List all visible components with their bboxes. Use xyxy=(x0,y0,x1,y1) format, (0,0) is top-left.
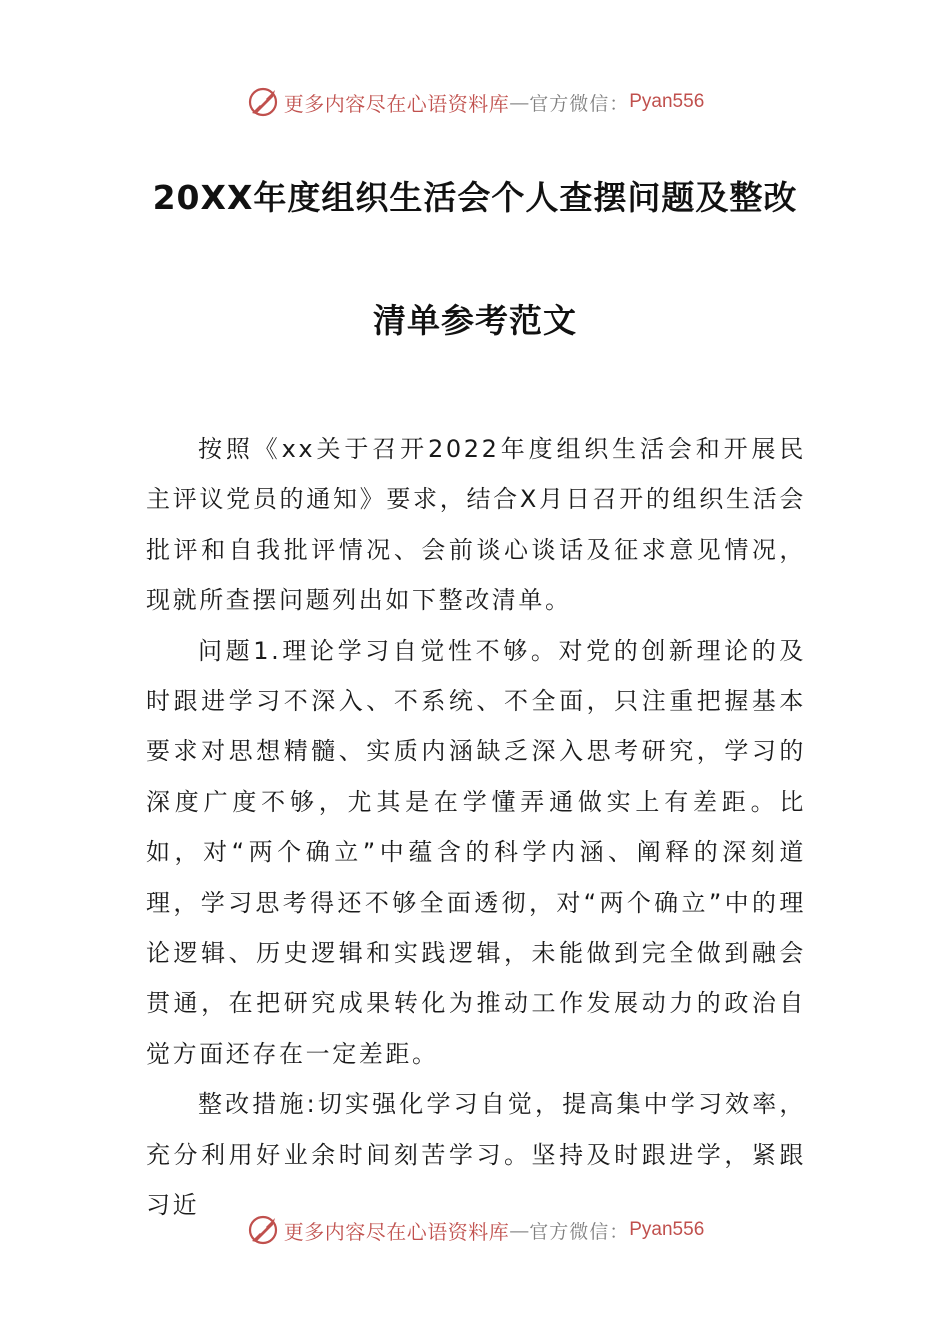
pen-logo-icon xyxy=(246,85,280,119)
pen-logo-icon xyxy=(246,1213,280,1247)
banner-text: 更多内容尽在心语资料库 xyxy=(283,1219,510,1244)
banner-text: 更多内容尽在心语资料库 xyxy=(283,91,510,116)
paragraph-rectification-measures: 整改措施:切实强化学习自觉，提高集中学习效率，充分利用好业余时间刻苦学习。坚持及时跟进学，紧跟习近 xyxy=(146,1090,806,1220)
banner-wechat-id: Pyan556 xyxy=(629,91,705,112)
banner-official-label: 官方微信： xyxy=(529,92,630,115)
banner-wechat-id: Pyan556 xyxy=(629,1219,705,1240)
document-body xyxy=(146,424,806,1231)
paragraph-problem-1: 问题1.理论学习自觉性不够。对党的创新理论的及时跟进学习不深入、不系统、不全面，只注重把握基本要求对思想精髓、实质内涵缺乏深入思考研究，学习的深度广度不够，尤其是在学懂弄通做实上有差距。比如，对“两个确立”中蕴含的科学内涵、阐释的深刻道理，学习思考得还不够全面透彻，对“两个确立”中的理论逻辑、历史逻辑和实践逻辑，未能做到完全做到融会贯通，在把研究成果转化为推动工作发展动力的政治自觉方面还存在一定差距。 xyxy=(146,636,806,1068)
document-title-line-2: 清单参考范文 xyxy=(373,301,577,340)
paragraph-intro: 按照《xx关于召开2022年度组织生活会和开展民主评议党员的通知》要求，结合X月日召开的组织生活会批评和自我批评情况、会前谈心谈话及征求意见情况，现就所查摆问题列出如下整改清单。 xyxy=(146,435,806,615)
header-banner xyxy=(0,82,950,122)
banner-official-label: 官方微信： xyxy=(529,1220,630,1243)
footer-banner xyxy=(0,1210,950,1250)
banner-separator: — xyxy=(509,1218,530,1242)
banner-separator: — xyxy=(509,90,530,114)
document-title-line-1: 20XX年度组织生活会个人查摆问题及整改 xyxy=(152,178,798,217)
